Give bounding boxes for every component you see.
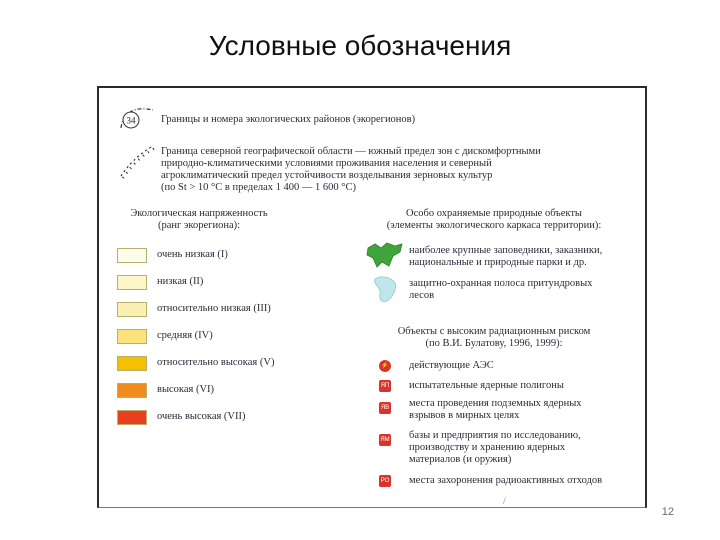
ro-icon: РО [379, 475, 391, 487]
slide-title: Условные обозначения [208, 30, 512, 61]
protected-header-1: Особо охраняемые природные объекты [406, 208, 582, 219]
swatch-relatively-low [117, 302, 147, 317]
boundary-label: Границы и номера экологических районов (экорегионов) [161, 114, 416, 125]
swatch-very-low [117, 248, 147, 263]
protected-2-line-2: лесов [409, 290, 435, 301]
page-number: 12 [661, 506, 674, 518]
northern-border-line-2: природно-климатическими условиями проживания населения и северный [161, 158, 492, 169]
radiation-5-line-1: места захоронения радиоактивных отходов [409, 475, 603, 486]
green-blob-icon [365, 240, 405, 270]
tension-header-2: (ранг экорегиона): [157, 220, 241, 231]
tension-label-relatively-low: относительно низкая (III) [157, 303, 271, 314]
radiation-4-line-1: базы и предприятия по исследованию, [409, 430, 581, 441]
tension-header-1: Экологическая напряженность [130, 208, 268, 219]
radiation-header-2: (по В.И. Булатову, 1996, 1999): [425, 338, 563, 349]
radiation-3-line-2: взрывов в мирных целях [409, 410, 520, 421]
boundary-number: 34 [126, 115, 136, 126]
cyan-blob-icon [371, 275, 399, 305]
tension-label-medium: средняя (IV) [157, 330, 213, 341]
protected-header-2: (элементы экологического каркаса территории): [386, 220, 602, 231]
radiation-2-line-1: испытательные ядерные полигоны [409, 380, 564, 391]
swatch-low [117, 275, 147, 290]
northern-border-icon [117, 140, 157, 182]
tension-label-very-high: очень высокая (VII) [157, 411, 246, 422]
nb-icon: ЯВ [379, 402, 391, 414]
northern-border-line-4: (по St > 10 °C в пределах 1 400 — 1 600 °C) [161, 182, 356, 193]
northern-border-line-3: агроклиматический предел устойчивости возделывания зерновых культур [161, 170, 493, 181]
stray-mark: / [503, 496, 506, 507]
protected-1-line-1: наиболее крупные заповедники, заказники, [409, 245, 603, 256]
radiation-4-line-3: материалов (и оружия) [409, 454, 512, 465]
radiation-3-line-1: места проведения подземных ядерных [409, 398, 582, 409]
tension-label-low: низкая (II) [157, 276, 204, 287]
tension-label-relatively-high: относительно высокая (V) [157, 357, 275, 368]
radiation-header-1: Объекты с высоким радиационным риском [397, 326, 591, 337]
swatch-high [117, 383, 147, 398]
swatch-relatively-high [117, 356, 147, 371]
tension-label-high: высокая (VI) [157, 384, 215, 395]
protected-1-line-2: национальные и природные парки и др. [409, 257, 587, 268]
protected-2-line-1: защитно-охранная полоса притундровых [409, 278, 593, 289]
swatch-medium [117, 329, 147, 344]
northern-border-line-1: Граница северной географической области — южный предел зон с дискомфортными [161, 146, 541, 157]
np-icon: ЯП [379, 380, 391, 392]
radiation-1-line-1: действующие АЭС [409, 360, 494, 371]
legend-panel [97, 86, 647, 508]
nm-icon: ЯМ [379, 434, 391, 446]
radiation-4-line-2: производству и хранению ядерных [409, 442, 566, 453]
swatch-very-high [117, 410, 147, 425]
radiation-icon: ⚡ [379, 360, 391, 372]
boundary-line-icon [117, 104, 157, 134]
tension-label-very-low: очень низкая (I) [157, 249, 228, 260]
